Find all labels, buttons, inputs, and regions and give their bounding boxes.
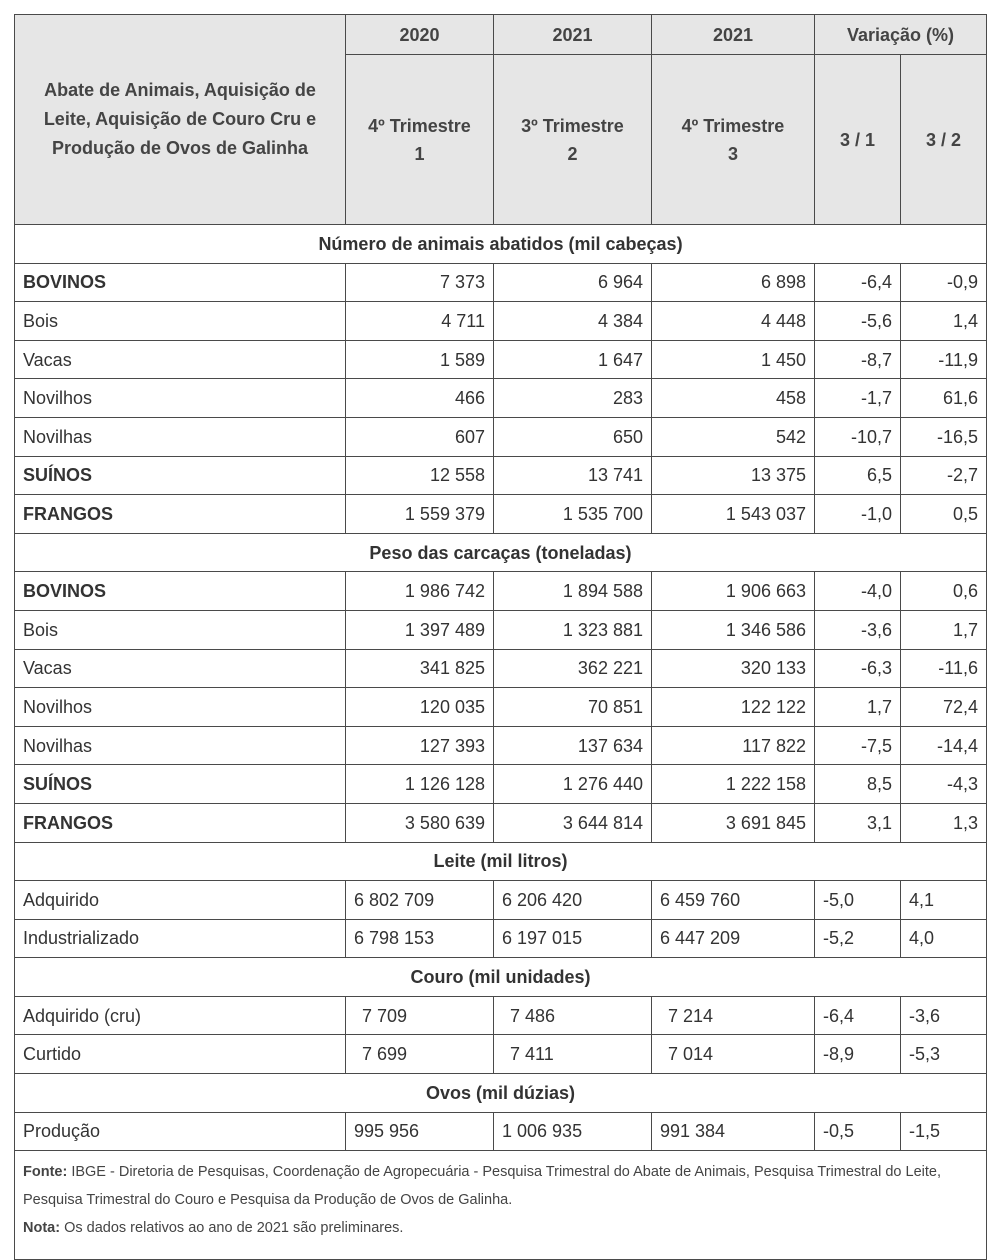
cell-value: 1 559 379	[346, 495, 494, 534]
table-row	[15, 263, 987, 302]
row-label: Bois	[15, 610, 346, 649]
livestock-statistics-table	[14, 14, 987, 1260]
cell-value: 1 397 489	[346, 610, 494, 649]
table-row	[15, 919, 987, 958]
row-label: FRANGOS	[15, 495, 346, 534]
header-year-2020: 2020	[346, 15, 494, 55]
cell-value: 362 221	[494, 649, 652, 688]
cell-value: -8,7	[815, 340, 901, 379]
cell-value: 1 535 700	[494, 495, 652, 534]
cell-value: 542	[652, 417, 815, 456]
cell-value: 6 964	[494, 263, 652, 302]
cell-value: 607	[346, 417, 494, 456]
cell-value: -2,7	[901, 456, 987, 495]
table-row	[15, 688, 987, 727]
row-label: Produção	[15, 1112, 346, 1151]
cell-value: 1 543 037	[652, 495, 815, 534]
cell-value: 7 709	[346, 996, 494, 1035]
row-label: Adquirido (cru)	[15, 996, 346, 1035]
cell-value: 1 906 663	[652, 572, 815, 611]
cell-value: 4 711	[346, 302, 494, 341]
table-row	[15, 765, 987, 804]
cell-value: 1,4	[901, 302, 987, 341]
fonte-label: Fonte:	[23, 1164, 68, 1181]
table-body	[15, 225, 987, 1151]
cell-value: 4,0	[901, 919, 987, 958]
table-row	[15, 726, 987, 765]
cell-value: -3,6	[901, 996, 987, 1035]
cell-value: 1 986 742	[346, 572, 494, 611]
cell-value: 4,1	[901, 881, 987, 920]
cell-value: -1,0	[815, 495, 901, 534]
header-period-1	[346, 55, 494, 225]
row-label: Vacas	[15, 340, 346, 379]
cell-value: 8,5	[815, 765, 901, 804]
period-2-index: 2	[567, 143, 578, 164]
cell-value: -3,6	[815, 610, 901, 649]
cell-value: 122 122	[652, 688, 815, 727]
period-2-label: 3º Trimestre	[521, 115, 624, 136]
nota-text: Os dados relativos ao ano de 2021 são preliminares.	[60, 1220, 404, 1237]
cell-value: -0,5	[815, 1112, 901, 1151]
header-variacao: Variação (%)	[815, 15, 987, 55]
cell-value: 650	[494, 417, 652, 456]
table-row	[15, 456, 987, 495]
cell-value: 1 647	[494, 340, 652, 379]
cell-value: 1 450	[652, 340, 815, 379]
cell-value: 6 802 709	[346, 881, 494, 920]
cell-value: 1 323 881	[494, 610, 652, 649]
cell-value: 3 691 845	[652, 803, 815, 842]
cell-value: 7 411	[494, 1035, 652, 1074]
cell-value: 1,7	[815, 688, 901, 727]
cell-value: 4 448	[652, 302, 815, 341]
cell-value: 341 825	[346, 649, 494, 688]
table-row	[15, 649, 987, 688]
cell-value: 117 822	[652, 726, 815, 765]
section-title: Ovos (mil dúzias)	[15, 1074, 987, 1113]
cell-value: 120 035	[346, 688, 494, 727]
cell-value: 466	[346, 379, 494, 418]
cell-value: -1,5	[901, 1112, 987, 1151]
table-row	[15, 340, 987, 379]
row-label: Bois	[15, 302, 346, 341]
cell-value: 7 214	[652, 996, 815, 1035]
cell-value: 12 558	[346, 456, 494, 495]
cell-value: 0,5	[901, 495, 987, 534]
period-1-label: 4º Trimestre	[368, 115, 471, 136]
row-label: Novilhos	[15, 688, 346, 727]
cell-value: 1 006 935	[494, 1112, 652, 1151]
table-row	[15, 803, 987, 842]
section-header-row	[15, 533, 987, 572]
table-row	[15, 572, 987, 611]
cell-value: 72,4	[901, 688, 987, 727]
table-row	[15, 495, 987, 534]
cell-value: -4,3	[901, 765, 987, 804]
cell-value: 1 222 158	[652, 765, 815, 804]
cell-value: 6,5	[815, 456, 901, 495]
row-label: SUÍNOS	[15, 765, 346, 804]
table-row	[15, 417, 987, 456]
cell-value: -14,4	[901, 726, 987, 765]
cell-value: 3 644 814	[494, 803, 652, 842]
row-label: Curtido	[15, 1035, 346, 1074]
row-label: Adquirido	[15, 881, 346, 920]
cell-value: 1 126 128	[346, 765, 494, 804]
table-header	[15, 15, 987, 225]
cell-value: 13 375	[652, 456, 815, 495]
cell-value: 127 393	[346, 726, 494, 765]
cell-value: 13 741	[494, 456, 652, 495]
table-footer	[15, 1151, 987, 1260]
cell-value: 3,1	[815, 803, 901, 842]
cell-value: 458	[652, 379, 815, 418]
cell-value: 61,6	[901, 379, 987, 418]
cell-value: 70 851	[494, 688, 652, 727]
header-year-2021-q3: 2021	[494, 15, 652, 55]
header-var-3-2: 3 / 2	[901, 55, 987, 225]
cell-value: 137 634	[494, 726, 652, 765]
row-label: SUÍNOS	[15, 456, 346, 495]
cell-value: 320 133	[652, 649, 815, 688]
source-note	[15, 1151, 987, 1260]
table-row	[15, 881, 987, 920]
cell-value: 6 898	[652, 263, 815, 302]
cell-value: 7 373	[346, 263, 494, 302]
table-row	[15, 302, 987, 341]
cell-value: 1 276 440	[494, 765, 652, 804]
fonte-text: IBGE - Diretoria de Pesquisas, Coordenação de Agropecuária - Pesquisa Trimestral do Abate de Animais, Pesquisa Trimestral do Leite, Pesquisa Trimestral do Couro e Pesquisa da Produção de Ovos de Galinha.	[23, 1164, 941, 1209]
row-label: Vacas	[15, 649, 346, 688]
cell-value: 1,3	[901, 803, 987, 842]
header-stub: Abate de Animais, Aquisição de Leite, Aquisição de Couro Cru e Produção de Ovos de Galinha	[15, 15, 346, 225]
cell-value: -5,0	[815, 881, 901, 920]
cell-value: -10,7	[815, 417, 901, 456]
cell-value: 7 486	[494, 996, 652, 1035]
table-row	[15, 379, 987, 418]
cell-value: 1,7	[901, 610, 987, 649]
cell-value: 3 580 639	[346, 803, 494, 842]
cell-value: 7 699	[346, 1035, 494, 1074]
cell-value: -8,9	[815, 1035, 901, 1074]
row-label: Industrializado	[15, 919, 346, 958]
cell-value: -6,3	[815, 649, 901, 688]
header-period-3	[652, 55, 815, 225]
header-row-years	[15, 15, 987, 55]
cell-value: -7,5	[815, 726, 901, 765]
table-row	[15, 1035, 987, 1074]
row-label: Novilhas	[15, 417, 346, 456]
cell-value: 1 589	[346, 340, 494, 379]
header-year-2021-q4: 2021	[652, 15, 815, 55]
period-1-index: 1	[414, 143, 425, 164]
cell-value: 6 798 153	[346, 919, 494, 958]
cell-value: -5,6	[815, 302, 901, 341]
cell-value: 1 894 588	[494, 572, 652, 611]
cell-value: -11,9	[901, 340, 987, 379]
table-row	[15, 1112, 987, 1151]
cell-value: -5,3	[901, 1035, 987, 1074]
data-table-container	[14, 14, 986, 1260]
row-label: BOVINOS	[15, 263, 346, 302]
row-label: BOVINOS	[15, 572, 346, 611]
section-header-row	[15, 958, 987, 997]
section-header-row	[15, 842, 987, 881]
cell-value: 6 459 760	[652, 881, 815, 920]
cell-value: 6 206 420	[494, 881, 652, 920]
cell-value: 1 346 586	[652, 610, 815, 649]
section-header-row	[15, 1074, 987, 1113]
header-period-2	[494, 55, 652, 225]
cell-value: 991 384	[652, 1112, 815, 1151]
table-row	[15, 996, 987, 1035]
table-row	[15, 610, 987, 649]
section-title: Peso das carcaças (toneladas)	[15, 533, 987, 572]
cell-value: -16,5	[901, 417, 987, 456]
header-var-3-1: 3 / 1	[815, 55, 901, 225]
cell-value: 0,6	[901, 572, 987, 611]
cell-value: 995 956	[346, 1112, 494, 1151]
cell-value: -0,9	[901, 263, 987, 302]
section-title: Leite (mil litros)	[15, 842, 987, 881]
row-label: FRANGOS	[15, 803, 346, 842]
cell-value: -5,2	[815, 919, 901, 958]
cell-value: -4,0	[815, 572, 901, 611]
section-title: Couro (mil unidades)	[15, 958, 987, 997]
cell-value: -11,6	[901, 649, 987, 688]
cell-value: 6 447 209	[652, 919, 815, 958]
cell-value: -1,7	[815, 379, 901, 418]
cell-value: 283	[494, 379, 652, 418]
footer-row	[15, 1151, 987, 1260]
cell-value: 6 197 015	[494, 919, 652, 958]
cell-value: -6,4	[815, 996, 901, 1035]
section-title: Número de animais abatidos (mil cabeças)	[15, 225, 987, 264]
period-3-label: 4º Trimestre	[681, 115, 785, 136]
period-3-index: 3	[727, 143, 738, 164]
nota-label: Nota:	[23, 1220, 61, 1237]
cell-value: -6,4	[815, 263, 901, 302]
section-header-row	[15, 225, 987, 264]
row-label: Novilhas	[15, 726, 346, 765]
cell-value: 4 384	[494, 302, 652, 341]
cell-value: 7 014	[652, 1035, 815, 1074]
row-label: Novilhos	[15, 379, 346, 418]
